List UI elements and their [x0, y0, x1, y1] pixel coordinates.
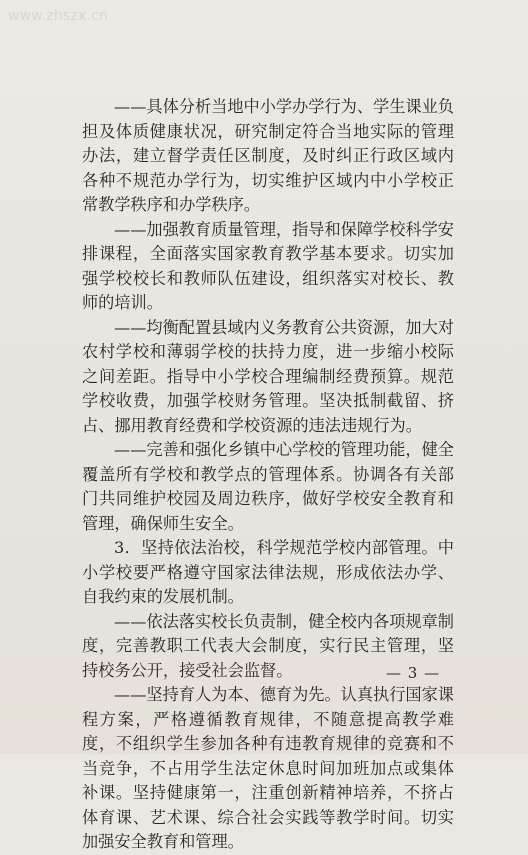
paragraph-6: ——依法落实校长负责制，健全校内各项规章制度，完善教职工代表大会制度，实行民主管理，坚持校务公开，接受社会监督。 — [82, 611, 454, 680]
watermark-text: www.zhszx.cn — [8, 8, 109, 24]
paragraph-1: ——具体分析当地中小学办学行为、学生课业负担及体质健康状况，研究制定符合当地实际的管理办法，建立督学责任区制度，及时纠正行政区域内各种不规范办学行为，切实维护区域内中小学校正常教学秩序和办学秩序。 — [82, 97, 454, 214]
paragraph-4: ——完善和强化乡镇中心学校的管理功能，健全覆盖所有学校和教学点的管理体系。协调各有关部门共同维护校园及周边秩序，做好学校安全教育和管理，确保师生安全。 — [82, 440, 454, 533]
page-number: — 3 — — [386, 664, 441, 682]
paragraph-3: ——均衡配置县域内义务教育公共资源，加大对农村学校和薄弱学校的扶持力度，进一步缩小校际之间差距。指导中小学校合理编制经费预算。规范学校收费，加强学校财务管理。坚决抵制截留、挤占、挪用教育经费和学校资源的违法违规行为。 — [82, 317, 454, 435]
document-body — [82, 95, 454, 855]
paragraph-7: ——坚持育人为本、德育为先。认真执行国家课程方案，严格遵循教育规律，不随意提高教学难度，不组织学生参加各种有违教育规律的竞赛和不当竞争，不占用学生法定休息时间加班加点或集体补课。坚持健康第一，注重创新精神培养，不挤占体育课、艺术课、综合社会实践等教学时间。切实加强安全教育和管理。 — [82, 685, 454, 851]
paragraph-5: 3．坚持依法治校，科学规范学校内部管理。中小学校要严格遵守国家法律法规，形成依法办学、自我约束的发展机制。 — [82, 538, 454, 606]
paragraph-2: ——加强教育质量管理，指导和保障学校科学安排课程，全面落实国家教育教学基本要求。切实加强学校校长和教师队伍建设，组织落实对校长、教师的培训。 — [82, 219, 454, 312]
